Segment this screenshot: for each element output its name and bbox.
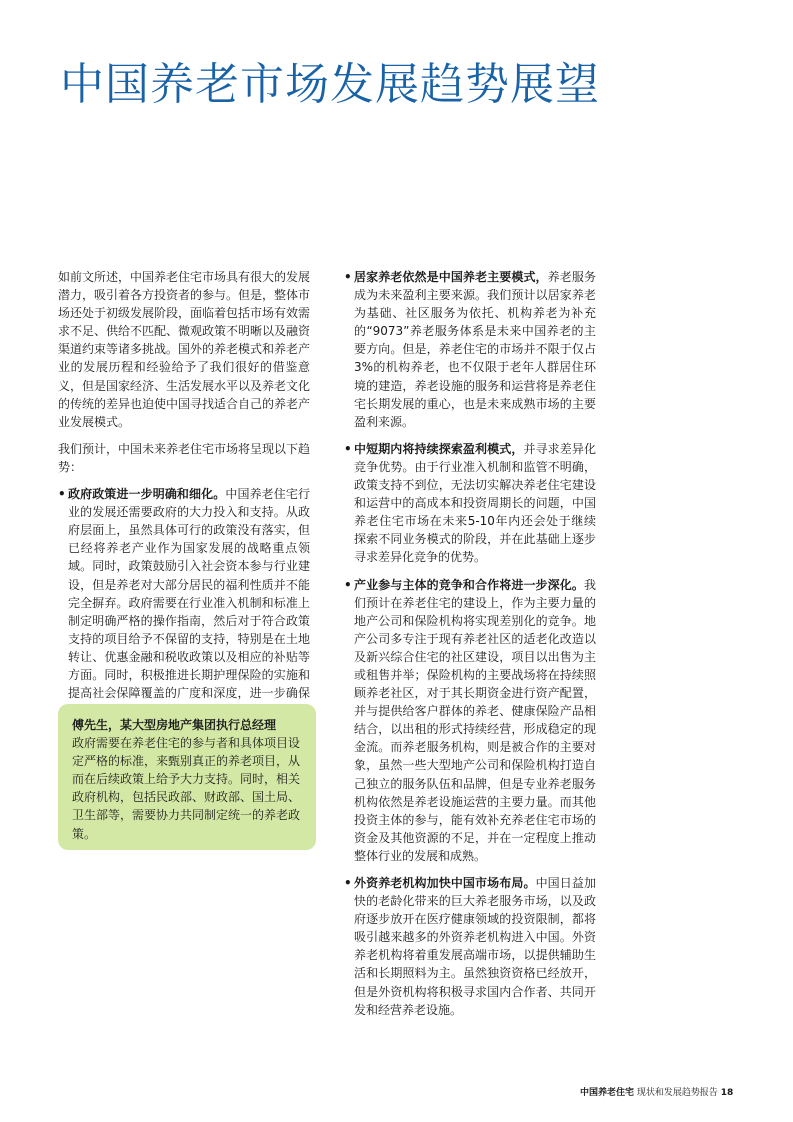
bullet-body: 中国日益加快的老龄化带来的巨大养老服务市场，以及政府逐步放开在医疗健康领域的投资限制，都将吸引越来越多的外资养老机构进入中国。外资养老机构将着重发展高端市场，以提供辅助生活和长期照料为主。虽然独资资格已经放开，但是外资机构将积极寻求国内合作者、共同开发和经营养老设施。 (354, 876, 596, 1017)
left-column (58, 268, 310, 729)
bullet-heading: 政府政策进一步明确和细化。 (68, 487, 226, 502)
bullet-marker: • (344, 270, 352, 284)
bullet-marker: • (344, 876, 352, 890)
quote-title: 傅先生，某大型房地产集团执行总经理 (72, 718, 277, 732)
bullet-body: 养老服务成为未来盈利主要来源。我们预计以居家养老为基础、社区服务为依托、机构养老为补充的“9073”养老服务体系是未来中国养老的主要方向。但是，养老住宅的市场并不限于仅占3%的机构养老，也不仅限于老年人群居住环境的建造，养老设施的服务和运营将是养老住宅长期发展的重心，也是未来成熟市场的主要盈利来源。 (354, 270, 596, 429)
bullet-marker: • (58, 487, 66, 502)
bullet-marker: • (344, 441, 352, 456)
quote-body: 政府需要在养老住宅的参与者和具体项目设定严格的标准，来甄别真正的养老项目，从而在后续政策上给予大力支持。同时，相关政府机构，包括民政部、财政部、国土局、卫生部等，需要协力共同制定统一的养老政策。 (72, 736, 301, 841)
bullet-profit-model (344, 440, 596, 567)
quote-box (58, 704, 316, 850)
bullet-policy (58, 485, 310, 720)
bullet-home-care (344, 268, 596, 431)
bullet-body: 中国养老住宅行业的发展还需要政府的大力投入和支持。从政府层面上，虽然具体可行的政策没有落实，但已经将养老产业作为国家发展的战略重点领域。同时，政策鼓励引入社会资本参与行业建设，但是养老对大部分居民的福利性质并不能完全摒弃。政府需要在行业准入机制和标准上制定明确严格的操作指南，然后对于符合政策支持的项目给予不保留的支持，特别是在土地转让、优惠金融和税收政策以及相应的补贴等方面。同时，积极推进长期护理保险的实施和提高社会保障覆盖的广度和深度，进一步确保 (68, 487, 310, 701)
bullet-body: 我们预计在养老住宅的建设上，作为主要力量的地产公司和保险机构将实现差别化的竞争。地产公司多专注于现有养老社区的适老化改造以及新兴综合住宅的社区建设，项目以出售为主或租售并举；保险机构的主要战场将在持续照顾养老社区，对于其长期资金进行资产配置，并与提供给客户群体的养老、健康保险产品相结合，以出租的形式持续经营，形成稳定的现金流。而养老服务机构，则是被合作的主要对象，虽然一些大型地产公司和保险机构打造自己独立的服务队伍和品牌，但是专业养老服务机构依然是养老设施运营的主要力量。而其他投资主体的参与，能有效补充养老住宅市场的资金及其他资源的不足，并在一定程度上推动整体行业的发展和成熟。 (354, 577, 596, 863)
bullet-competition (344, 576, 596, 866)
page-footer (580, 1085, 733, 1098)
right-column (344, 268, 596, 1028)
bullet-body: 并寻求差异化竞争优势。由于行业准入机制和监管不明确，政策支持不到位，无法切实解决养老住宅建设和运营中的高成本和投资周期长的问题，中国养老住宅市场在未来5-10年内还会处于继续探索不同业务模式的阶段，并在此基础上逐步寻求差异化竞争的优势。 (354, 441, 596, 565)
page-title: 中国养老市场发展趋势展望 (60, 59, 600, 110)
bullet-heading: 中短期内将持续探索盈利模式， (354, 441, 524, 456)
bullet-heading: 产业参与主体的竞争和合作将进一步深化。 (354, 577, 584, 592)
bullet-heading: 外资养老机构加快中国市场布局。 (354, 876, 536, 890)
page-number: 18 (720, 1088, 734, 1098)
intro-paragraph: 如前文所述，中国养老住宅市场具有很大的发展潜力，吸引着各方投资者的参与。但是，整体市场还处于初级发展阶段，面临着包括市场有效需求不足、供给不匹配、微观政策不明晰以及融资渠道约束等诸多挑战。国外的养老模式和养老产业的发展历程和经验给予了我们很好的借鉴意义，但是国家经济、生活发展水平以及养老文化的传统的差异也迫使中国寻找适合自己的养老产业发展模式。 (58, 270, 311, 429)
bullet-marker: • (344, 577, 352, 592)
footer-report-name: 中国养老住宅 (580, 1088, 635, 1098)
bullet-foreign (344, 874, 596, 1019)
footer-report-subtitle: 现状和发展趋势报告 (634, 1088, 721, 1098)
forecast-paragraph: 我们预计，中国未来养老住宅市场将呈现以下趋势： (58, 441, 311, 474)
bullet-heading: 居家养老依然是中国养老主要模式， (354, 270, 548, 284)
